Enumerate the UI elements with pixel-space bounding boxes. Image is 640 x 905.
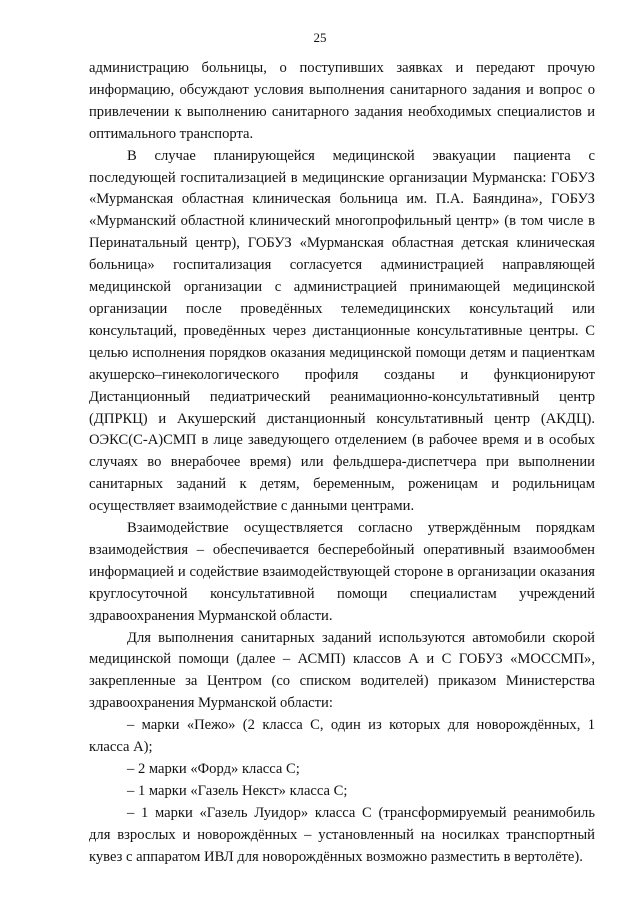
document-body <box>89 58 595 869</box>
list-item: – марки «Пежо» (2 класса С, один из которых для новорождённых, 1 класса А); <box>89 717 595 756</box>
paragraph: администрацию больницы, о поступивших заявках и передают прочую информацию, обсуждают условия выполнения санитарного задания и вопрос о привлечении к выполнению санитарного задания необходимых специалистов и оптимального транспорта. <box>89 60 595 142</box>
page-number: 25 <box>313 30 327 45</box>
list-item: – 1 марки «Газель Луидор» класса С (трансформируемый реанимобиль для взрослых и новорождённых – установленный на носилках транспортный кувез с аппаратом ИВЛ для новорождённых возможно разместить в вертолёте). <box>89 804 595 865</box>
paragraph: Для выполнения санитарных заданий используются автомобили скорой медицинской помощи (далее – АСМП) классов А и С ГОБУЗ «МОССМП», закрепленные за Центром (со списком водителей) приказом Министерства здравоохранения Мурманской области: <box>89 629 595 712</box>
paragraph: Взаимодействие осуществляется согласно утверждённым порядкам взаимодействия – обеспечивается бесперебойный оперативный взаимообмен информацией и содействие взаимодействующей стороне в организации оказания круглосуточной консультативной помощи специалистам учреждений здравоохранения Мурманской области. <box>89 520 595 624</box>
list-item: – 2 марки «Форд» класса С; <box>127 761 300 777</box>
paragraph: В случае планирующейся медицинской эвакуации пациента с последующей госпитализацией в медицинские организации Мурманска: ГОБУЗ «Мурманская областная клиническая больница им. П.А. Баяндина», ГОБУЗ «Мурманский областной клинический многопрофильный центр» (в том числе в Перинатальный центр), ГОБУЗ «Мурманская областная детская клиническая больница» госпитализация согласуется администрацией направляющей медицинской организации с администрацией принимающей медицинской организации после проведённых телемедицинских консультаций или консультаций, проведённых через дистанционные консультативные центры. С целью исполнения порядков оказания медицинской помощи детям и пациенткам акушерско–гинекологического профиля созданы и функционируют Дистанционный педиатрический реанимационно-консультативный центр (ДПРКЦ) и Акушерский дистанционный консультативный центр (АКДЦ). ОЭКС(С-А)СМП в лице заведующего отделением (в рабочее время и в особых случаях во внерабочее время) или фельдшера-диспетчера при выполнении санитарных заданий к детям, беременным, роженицам и родильницам осуществляет взаимодействие с данными центрами. <box>89 147 595 515</box>
list-item: – 1 марки «Газель Некст» класса С; <box>127 782 348 799</box>
